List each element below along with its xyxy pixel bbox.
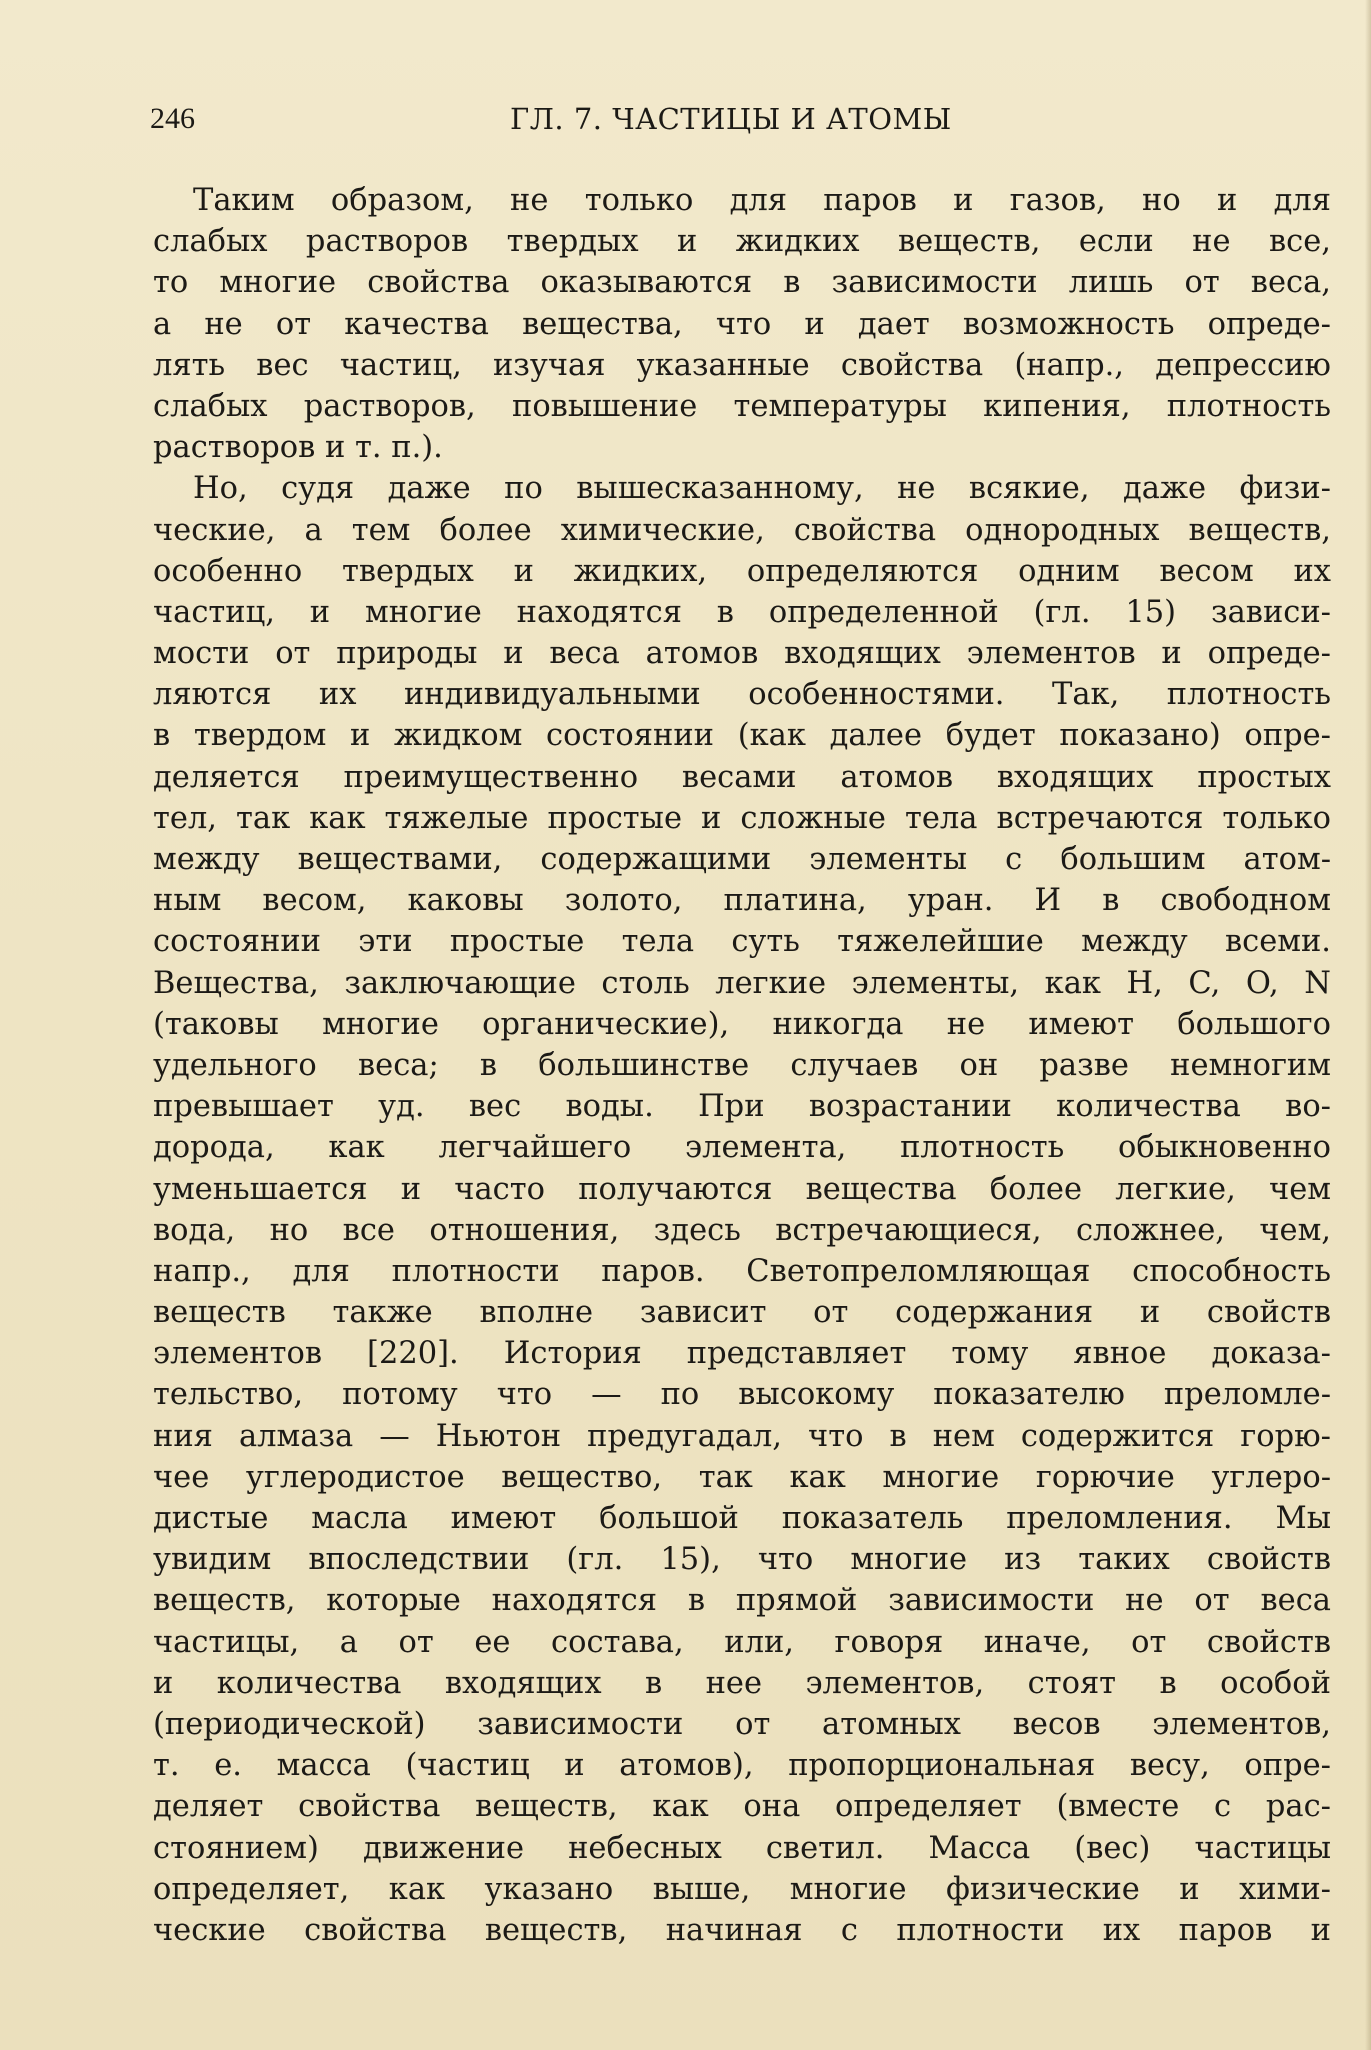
text-line: особенно твердых и жидких, определяются одним весом их [153,553,1331,589]
text-line: ляются их индивидуальными особенностями. Так, плотность [153,677,1331,713]
text-line: в твердом и жидком состоянии (как далее будет показано) опре- [153,718,1331,754]
text-line: превышает уд. вес воды. При возрастании количества во- [153,1089,1331,1125]
page-header [150,96,1330,142]
text-line: напр., для плотности паров. Светопреломляющая способность [153,1253,1331,1289]
text-line: Таким образом, не только для паров и газов, но и для [193,183,1331,218]
text-line: частиц, и многие находятся в определенной (гл. 15) зависи- [153,594,1331,630]
text-line: веществ также вполне зависит от содержания и свойств [153,1295,1331,1331]
text-line: деляется преимущественно весами атомов входящих простых [153,759,1331,795]
text-line: мости от природы и веса атомов входящих элементов и опреде- [153,636,1331,672]
text-line: слабых растворов, повышение температуры кипения, плотность [153,388,1331,424]
text-line: тельство, потому что — по высокому показателю преломле- [153,1377,1331,1413]
running-head: ГЛ. 7. ЧАСТИЦЫ И АТОМЫ [510,102,952,136]
text-line: чее углеродистое вещество, так как многие горючие углеро- [153,1459,1331,1495]
text-line: растворов и т. п.). [153,430,443,466]
text-line: между веществами, содержащими элементы с большим атом- [153,842,1331,877]
body-text [153,180,1331,1951]
text-line: ния алмаза — Ньютон предугадал, что в нем содержится горю- [153,1418,1331,1454]
text-line: ческие свойства веществ, начиная с плотности их паров и [153,1912,1331,1948]
text-line: то многие свойства оказываются в зависимости лишь от веса, [153,265,1331,301]
text-line: и количества входящих в нее элементов, стоят в особой [153,1665,1331,1701]
text-line: деляет свойства веществ, как она определяет (вместе с рас- [153,1789,1331,1825]
text-line: вода, но все отношения, здесь встречающиеся, сложнее, чем, [153,1212,1331,1248]
text-line: веществ, которые находятся в прямой зависимости не от веса [153,1583,1331,1619]
text-line: дистые масла имеют большой показатель преломления. Мы [153,1501,1331,1536]
text-line: а не от качества вещества, что и дает возможность опреде- [153,306,1331,342]
text-line: тел, так как тяжелые простые и сложные тела встречаются только [153,800,1331,836]
text-line: т. е. масса (частиц и атомов), пропорциональная весу, опре- [153,1748,1331,1784]
text-line: уменьшается и часто получаются вещества более легкие, чем [153,1171,1331,1207]
text-line: лять вес частиц, изучая указанные свойства (напр., депрессию [153,347,1331,383]
text-line: ческие, а тем более химические, свойства однородных веществ, [153,512,1331,548]
text-line: (периодической) зависимости от атомных весов элементов, [153,1706,1331,1742]
page-number: 246 [150,102,195,135]
text-line: стоянием) движение небесных светил. Масса (вес) частицы [153,1830,1331,1866]
text-line: Вещества, заключающие столь легкие элементы, как H, C, O, N [153,965,1331,1001]
page-edge-shadow [1365,0,1371,2050]
text-line: слабых растворов твердых и жидких веществ, если не все, [153,224,1331,260]
text-line: Но, судя даже по вышесказанному, не всякие, даже физи- [193,471,1331,507]
text-line: определяет, как указано выше, многие физические и хими- [153,1871,1331,1907]
text-line: состоянии эти простые тела суть тяжелейшие между всеми. [153,924,1331,960]
text-line: ным весом, каковы золото, платина, уран. И в свободном [153,883,1331,919]
text-line: частицы, а от ее состава, или, говоря иначе, от свойств [153,1624,1331,1660]
text-line: увидим впоследствии (гл. 15), что многие из таких свойств [153,1542,1331,1578]
text-line: (таковы многие органические), никогда не имеют большого [153,1006,1331,1042]
text-line: удельного веса; в большинстве случаев он разве немногим [153,1047,1331,1083]
text-line: элементов [220]. История представляет тому явное доказа- [153,1336,1331,1372]
text-line: дорода, как легчайшего элемента, плотность обыкновенно [153,1130,1331,1166]
